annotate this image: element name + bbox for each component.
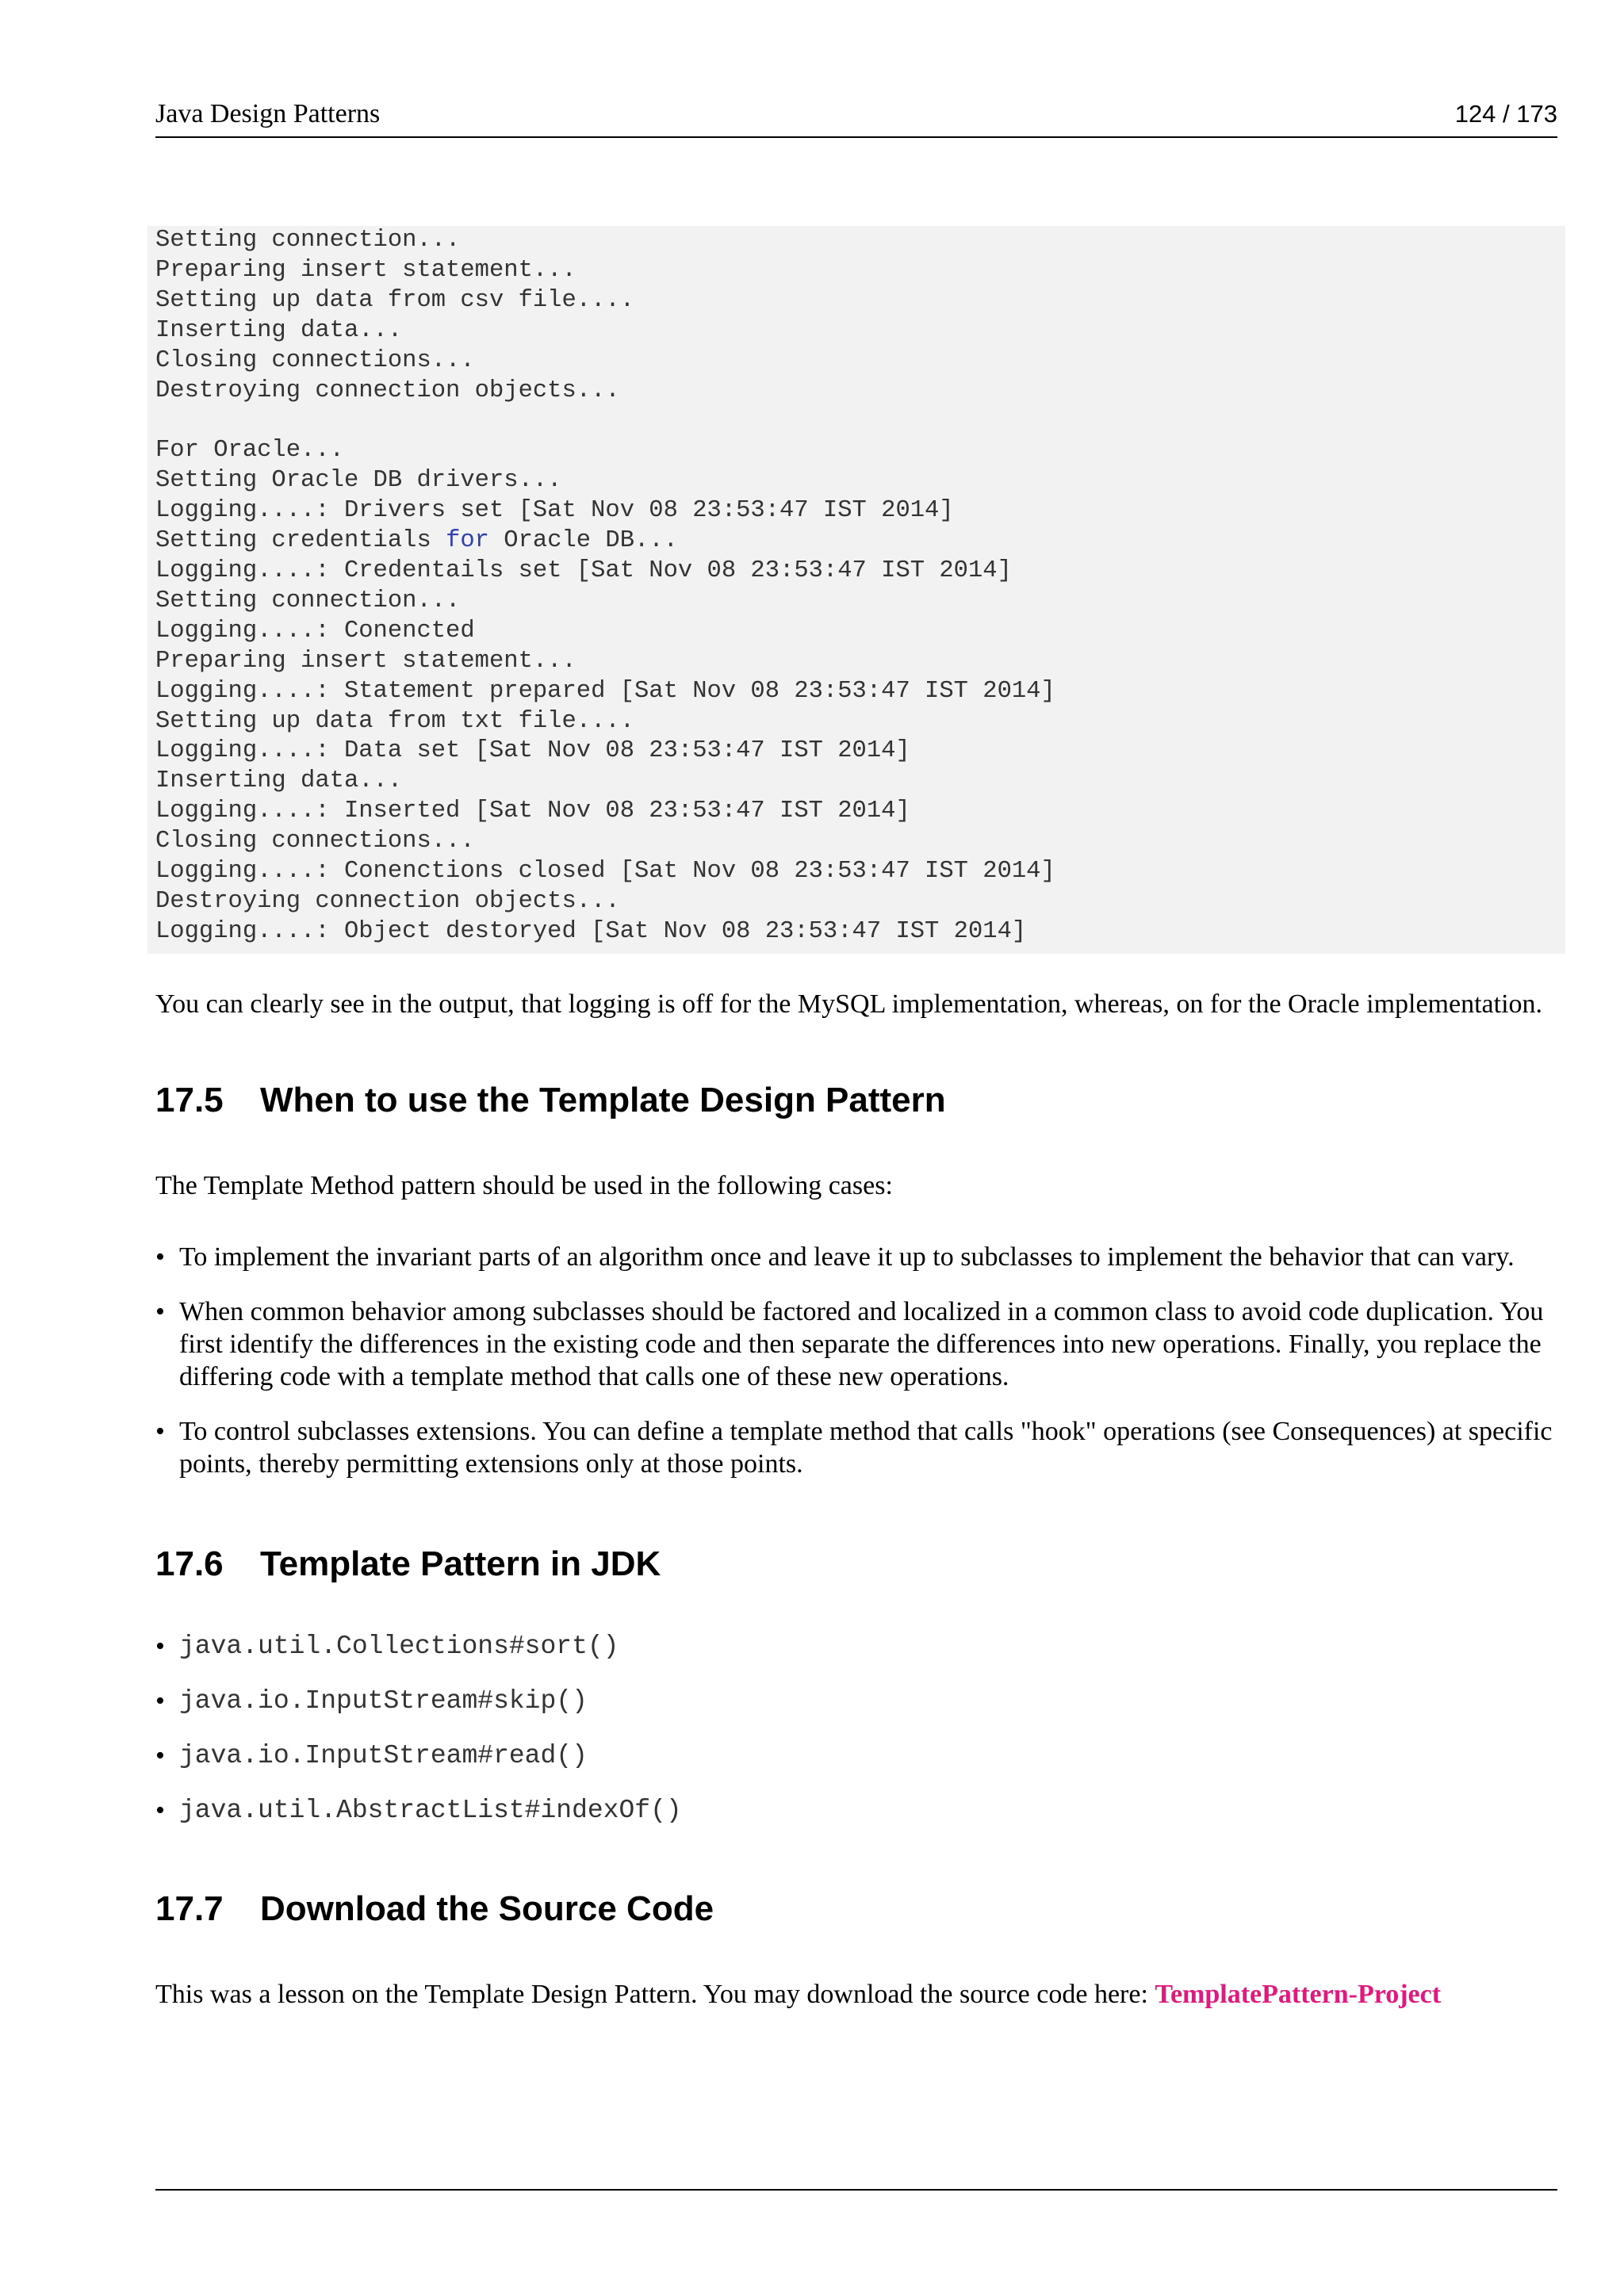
list-item xyxy=(155,1684,682,1739)
download-paragraph xyxy=(155,1978,1557,2011)
section-number: 17.6 xyxy=(155,1544,224,1583)
output-note-paragraph: You can clearly see in the output, that logging is off for the MySQL implementation, whereas, on for the Oracle implementation. xyxy=(155,989,1543,1019)
console-output xyxy=(147,226,1565,947)
page-number: 124 / 173 xyxy=(1454,100,1557,128)
jdk-method-code: java.io.InputStream#read() xyxy=(179,1741,588,1770)
jdk-examples-list xyxy=(155,1629,682,1848)
code-text-part-2: Oracle DB... Logging....: Credentails set [Sat Nov 08 23:53:47 IST 2014] Setting connection... Logging....: Conencted Preparing insert statement... Logging....: Statement prepared [Sat Nov 08 23:53:47 IST 2014] Setting up data from txt file.... Logging....: Data set [Sat Nov 08 23:53:47 IST 2014] Inserting data... Logging....: Inserted [Sat Nov 08 23:53:47 IST 2014] Closing connections... Logging....: Conenctions closed [Sat Nov 08 23:53:47 IST 2014] Destroying connection objects... Logging....: Object destoryed [Sat Nov 08 23:53:47 IST 2014] xyxy=(155,527,1055,945)
section-heading-17-7 xyxy=(155,1887,714,1931)
document-page xyxy=(155,0,1557,2296)
code-keyword: for xyxy=(446,527,489,555)
list-item: • When common behavior among subclasses should be factored and localized in a common class to avoid code duplication. You first identify the differences in the existing code and then separate the differences into new operations. Finally, you replace the differing code with a template method that calls one of these new operations. xyxy=(155,1295,1557,1393)
running-header xyxy=(155,97,1557,138)
jdk-method-code: java.util.AbstractList#indexOf() xyxy=(179,1796,682,1825)
use-cases-list xyxy=(155,1241,1557,1502)
section-intro-paragraph: The Template Method pattern should be used in the following cases: xyxy=(155,1171,893,1200)
list-item xyxy=(155,1739,682,1793)
section-heading-17-5 xyxy=(155,1078,946,1123)
list-item xyxy=(155,1629,682,1684)
section-title: Template Pattern in JDK xyxy=(260,1544,661,1583)
download-text: This was a lesson on the Template Design Pattern. You may download the source code here: xyxy=(155,1980,1155,2009)
section-title: When to use the Template Design Pattern xyxy=(260,1081,946,1119)
document-title: Java Design Patterns xyxy=(155,99,381,128)
section-title: Download the Source Code xyxy=(260,1889,714,1928)
code-output-block xyxy=(147,226,1565,954)
list-item: • To control subclasses extensions. You can define a template method that calls "hook" operations (see Consequences) at specific points, thereby permitting extensions only at those points. xyxy=(155,1415,1557,1480)
code-text-part-1: Setting connection... Preparing insert statement... Setting up data from csv file.... Inserting data... Closing connections... Destroying connection objects... For Oracle... Setting Oracle DB drivers... Logging....: Drivers set [Sat Nov 08 23:53:47 IST 2014] Setting credentials xyxy=(155,227,954,555)
section-heading-17-6 xyxy=(155,1542,661,1586)
section-number: 17.7 xyxy=(155,1889,224,1928)
download-source-link[interactable]: TemplatePattern-Project xyxy=(1155,1980,1442,2009)
footer-divider xyxy=(155,2189,1557,2191)
list-item: • To implement the invariant parts of an algorithm once and leave it up to subclasses to implement the behavior that can vary. xyxy=(155,1241,1557,1273)
jdk-method-code: java.io.InputStream#skip() xyxy=(179,1686,588,1716)
list-item xyxy=(155,1793,682,1848)
section-number: 17.5 xyxy=(155,1081,224,1119)
jdk-method-code: java.util.Collections#sort() xyxy=(179,1632,619,1661)
